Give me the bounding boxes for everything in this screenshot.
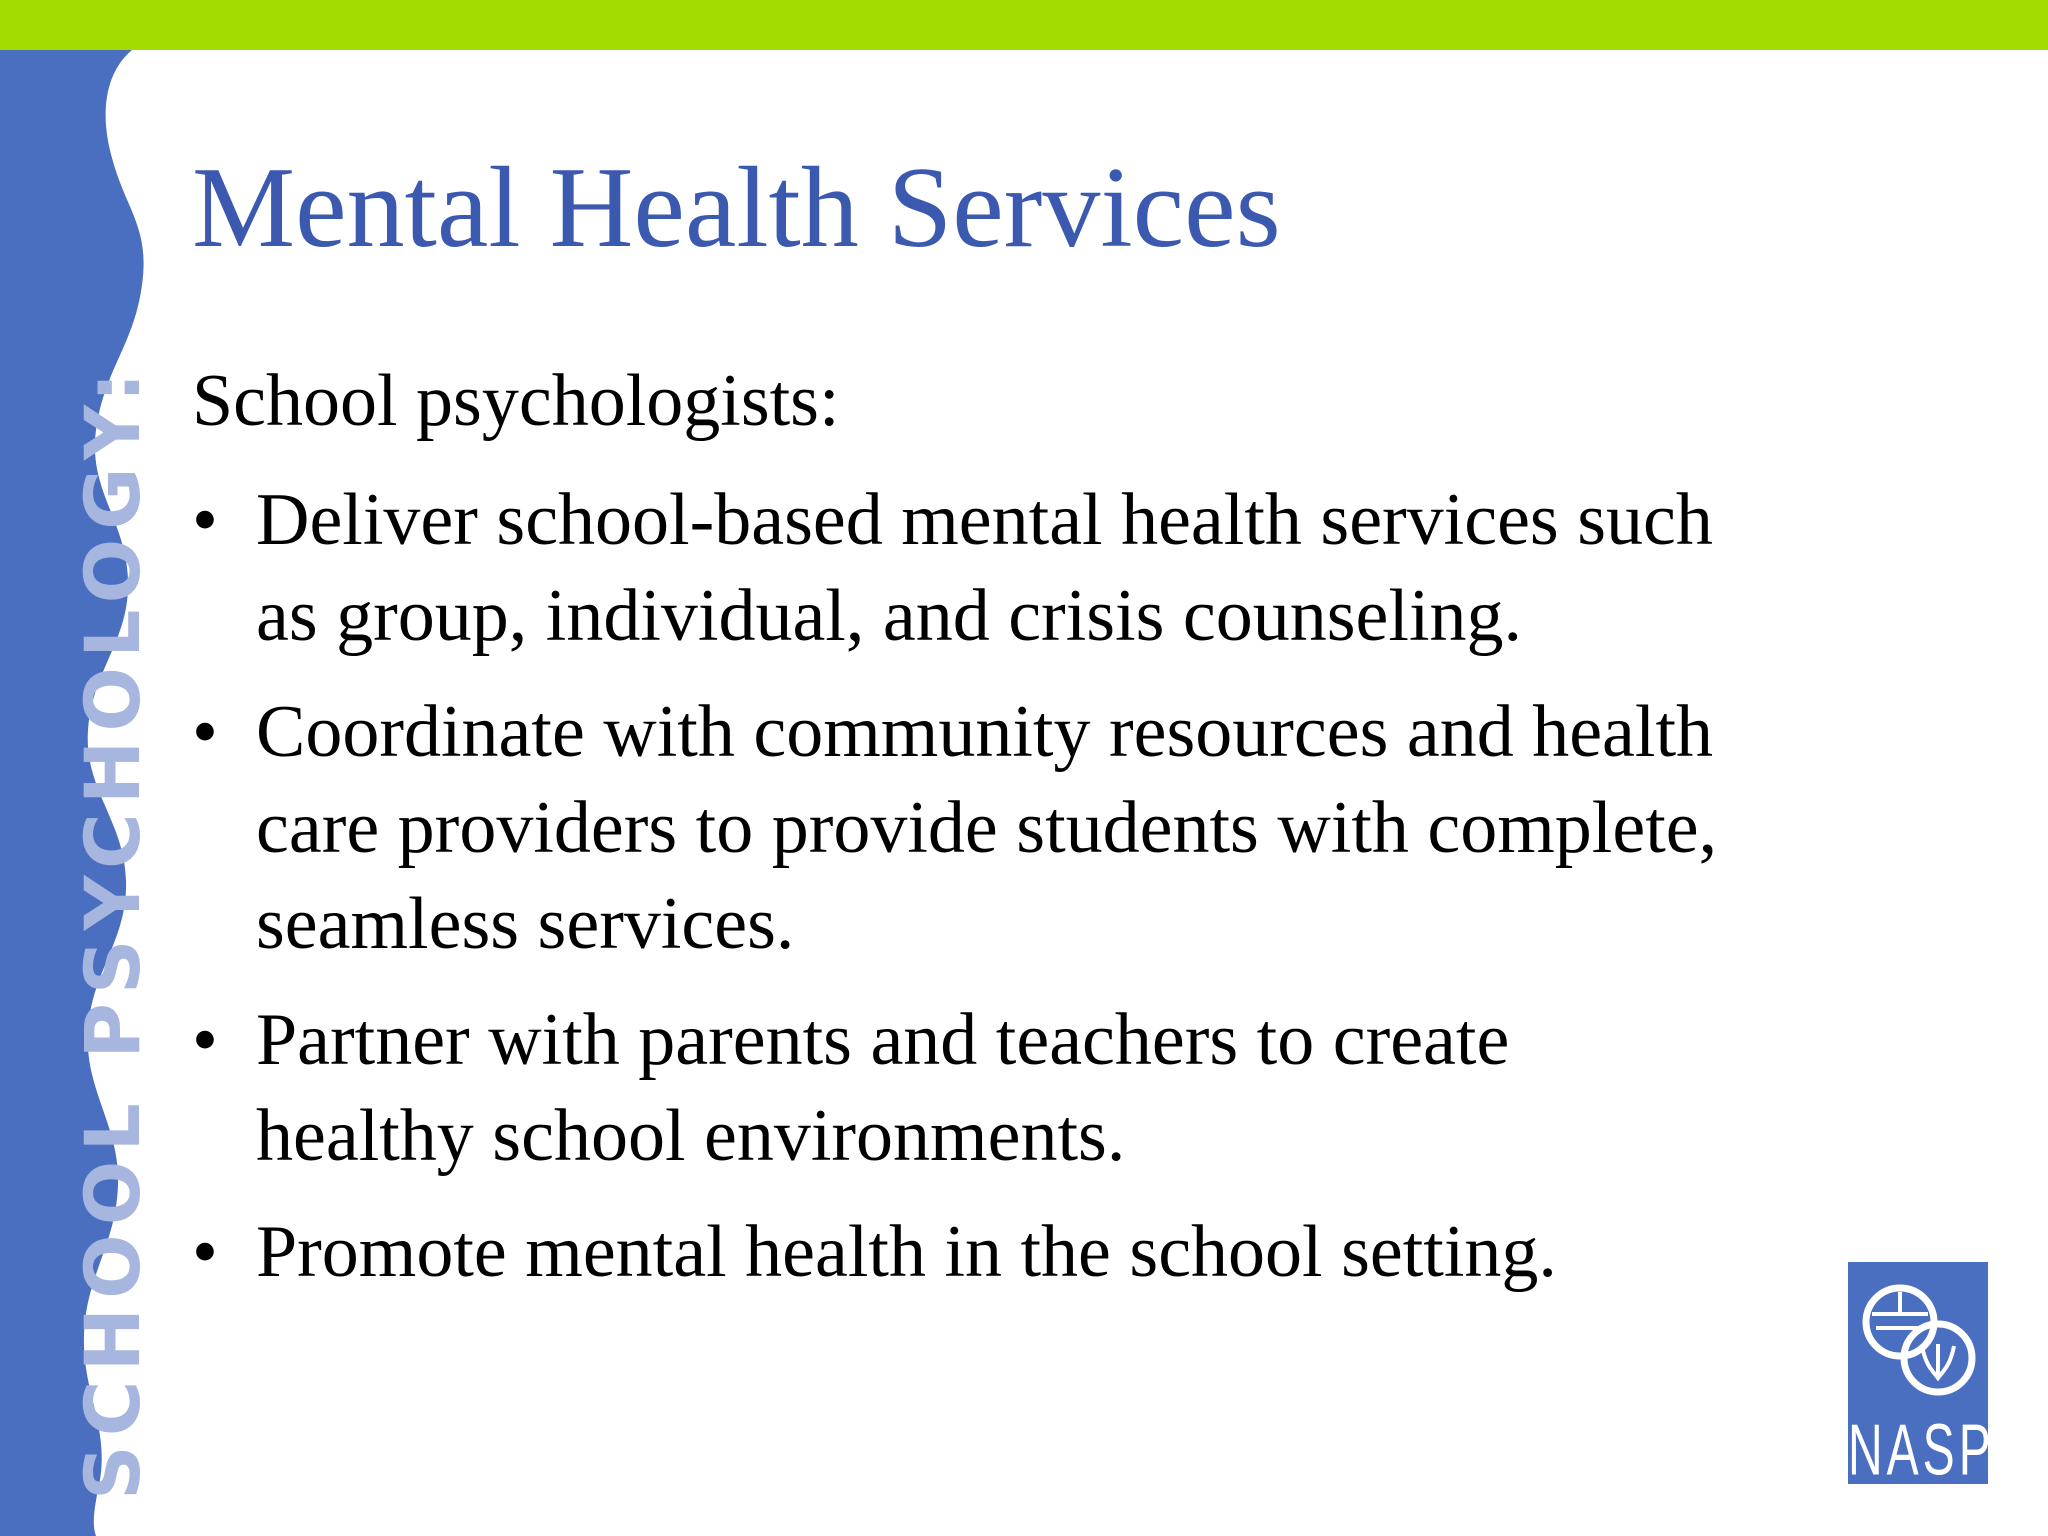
bullet-list	[192, 472, 1832, 1320]
nasp-emblem-icon	[1848, 1262, 1988, 1402]
bullet-symbol: •	[192, 479, 218, 561]
bullet-item	[192, 684, 1832, 972]
bullet-line: healthy school environments.	[256, 1095, 1126, 1177]
top-accent-bar	[0, 0, 2048, 50]
slide-title: Mental Health Services	[192, 144, 1281, 272]
intro-text: School psychologists:	[192, 360, 840, 442]
bullet-item	[192, 1204, 1832, 1300]
bullet-line: care providers to provide students with complete,	[256, 787, 1718, 869]
bullet-item	[192, 472, 1832, 664]
bullet-symbol: •	[192, 1211, 218, 1293]
bullet-line: seamless services.	[256, 883, 795, 965]
bullet-line: Deliver school-based mental health services such	[256, 479, 1713, 561]
bullet-line: Partner with parents and teachers to create	[256, 999, 1510, 1081]
bullet-line: Coordinate with community resources and health	[256, 691, 1714, 773]
logo-text: NASP	[1848, 1411, 1995, 1491]
nasp-logo	[1848, 1262, 1995, 1491]
bullet-item	[192, 992, 1832, 1184]
bullet-line: Promote mental health in the school setting.	[256, 1211, 1557, 1293]
bullet-symbol: •	[192, 691, 218, 773]
side-banner-text: SCHOOL PSYCHOLOGY:	[68, 363, 157, 1500]
bullet-line: as group, individual, and crisis counseling.	[256, 575, 1523, 657]
bullet-symbol: •	[192, 999, 218, 1081]
